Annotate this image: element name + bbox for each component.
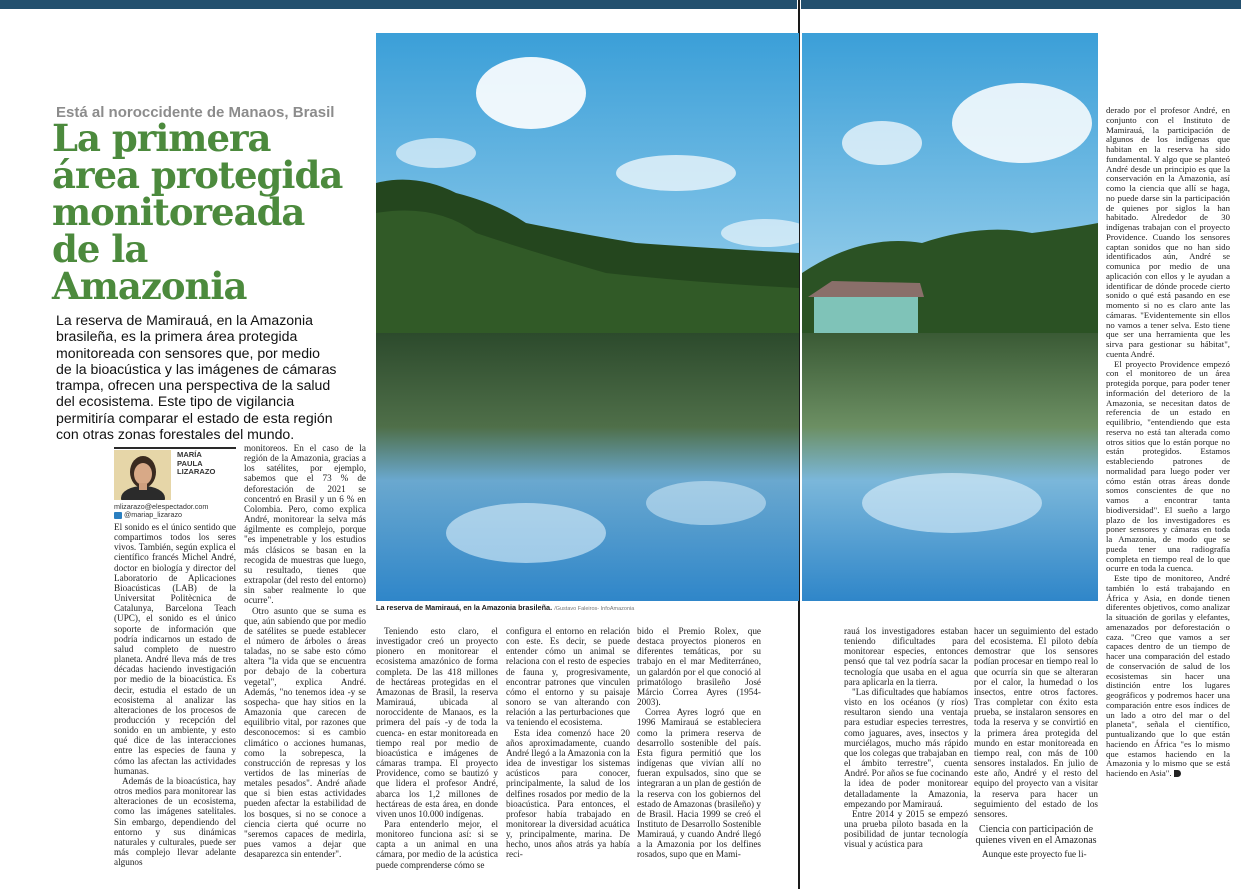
body-column-1 <box>114 522 236 867</box>
paragraph: rauá los investigadores estaban teniendo dificultades para monitorear especies, entonces pensó que tal vez podría sacar la tecnología que usaba en el agua para aplicarla en la tierra. <box>844 626 968 687</box>
headline-line: área protegida <box>52 153 343 197</box>
paragraph: Otro asunto que se suma es que, aún sabiendo que por medio de satélites se puede establecer el número de árboles o áreas taladas, no se sabe esto cómo altera "la vida que se encuentra por debajo de la cobertura vegetal", explica André. Además, "no tenemos idea -y se sospecha- que hay sitios en la Amazonia que carecen de equilibrio vital, por razones que desconocemos: si es cambio climático o acciones humanas, como la sobrepesca, la construcción de represas y los vertidos de las minerías de metales pesados". André añade que si bien estas actividades pueden afectar la estabilidad de los bosques, si no se conoce a ciencia cierta qué ocurre no "seremos capaces de medirla, pues vamos a dejar que desaparezca sin entender". <box>244 605 366 860</box>
caption-text: La reserva de Mamirauá, en la Amazonia brasileña. <box>376 603 553 612</box>
author-name-line: PAULA <box>177 458 203 468</box>
paragraph: "Las dificultades que habíamos visto en los océanos (y ríos) resultaron siendo una ventaja para estudiar especies terrestres, como jaguares, aves, insectos y murciélagos, mucho más rápido que los colegas que trabajaban en el ámbito terrestre", cuenta André. Por años se fue cocinando la idea de poder monitorear detalladamente la Amazonia, empezando por Mamirauá. <box>844 686 968 809</box>
body-column-4 <box>506 626 630 860</box>
headline-line: La primera <box>52 116 271 160</box>
kicker: Está al noroccidente de Manaos, Brasil <box>56 104 335 121</box>
author-photo <box>114 450 171 500</box>
body-column-3 <box>376 626 498 870</box>
paragraph: monitoreos. En el caso de la región de la Amazonia, gracias a los satélites, por ejemplo, sabemos que el 73 % de deforestación de 2021 se concentró en Brasil y un 6 % en Colombia. Pero, como explica André, monitorear la selva más ágilmente es complejo, porque "es impenetrable y los estudios más clásicos se basan en la recogida de muestras que luego, su resultado, tienes que extrapolar (del resto del entorno) sin saber realmente lo que ocurre". <box>244 443 366 606</box>
top-rule-right <box>801 0 1241 9</box>
main-photo-left <box>376 33 799 601</box>
author-name <box>177 451 237 477</box>
body-column-6 <box>844 626 968 849</box>
paragraph: derado por el profesor André, en conjunto con el Instituto de Mamirauá, la participación de algunos de los indígenas que habitan en la reserva ha sido fundamental. Y algo que se planteó André desde un principio es que la conservación en la Amazonia, así como la ciencia que allí se haga, no puede darse sin la participación de quienes por siglos la han habitado. Alrededor de 30 indígenas trabajan con el proyecto Providence. Cuando los sensores captan sonidos que no han sido identificados aún, André se comunica por medio de una aplicación con ellos y le ayudan a identificar de dónde procede cierto sonido o qué está pasando en ese momento si no es claro ante las cámaras. "Evidentemente sin ellos no vamos a tener selva. Esto tiene que ser una herramienta que les sirva para gestionar su hábitat", cuenta André. <box>1106 105 1230 359</box>
paragraph: Además de la bioacústica, hay otros medios para monitorear las alteraciones de un ecosistema, como las imágenes satelitales. Sin embargo, dependiendo del entorno y sus dinámicas naturales y culturales, puede ser más complejo llevar adelante algunos <box>114 775 236 868</box>
photo-caption <box>376 603 634 612</box>
author-email[interactable]: mlizarazo@elespectador.com <box>114 502 209 511</box>
paragraph: El proyecto Providence empezó con el monitoreo de un área protegida porque, para poder tener información del deterioro de la Amazonia, se necesitan datos de referencia de un estado en equilibrio, "entendiendo que esta reserva no está tan alterada como otros sitios que lo están porque no están protegidos. Estamos estableciendo patrones de normalidad para luego poder ver cómo están otras áreas donde somos conscientes de que no vamos a encontrar tanta biodiversidad". El sueño a largo plazo de los investigadores es poner sensores y cámaras en toda la Amazonia, de modo que se pueda tener una radiografía completa en tiempo real de lo que ocurre en toda la cuenca. <box>1106 358 1230 574</box>
twitter-icon <box>114 512 122 519</box>
body-column-7 <box>974 626 1098 859</box>
body-column-8 <box>1106 106 1230 779</box>
paragraph: bido el Premio Rolex, que destaca proyectos pioneros en diferentes temáticas, por su trabajo en el mar Mediterráneo, un galardón por el que conoció al primatólogo brasileño José Márcio Correa Ayres (1954-2003). <box>637 626 761 708</box>
paragraph: Teniendo esto claro, el investigador creó un proyecto pionero en monitorear el ecosistema amazónico de forma completa. De las 418 millones de hectáreas protegidas en el Amazonas de Brasil, la reserva Mamirauá, ubicada al noroccidente de Manaos, es la primera del país -y de toda la cuenca- en estar monitoreada en tiempo real por medio de bioacústica e imágenes de cámaras trampa. El proyecto Providence, como se bautizó y que lidera el profesor André, abarca los 1,2 millones de hectáreas de esta área, en donde viven unos 10.000 indígenas. <box>376 626 498 819</box>
byline-rule <box>114 447 236 449</box>
author-name-line: LIZARAZO <box>177 467 216 476</box>
top-rule-left <box>0 0 797 9</box>
headline <box>52 116 352 308</box>
author-handle[interactable]: @mariap_lizarazo <box>124 510 183 520</box>
paragraph: El sonido es el único sentido que compartimos todos los seres vivos. También, según explica el científico francés Michel André, doctor en biología y director del Laboratorio de Aplicaciones Bioacústicas (LAB) de la Universitat Politècnica de Catalunya, Barcelona Teach (UPC), el sonido es el único soporte de información que podría indicarnos un estado de salud completo de nuestro planeta. André lleva más de tres décadas haciendo investigación por medio de la bioacústica. Es decir, estudia el estado de un ecosistema al analizar las alteraciones de los procesos de producción y recepción del sonido en un ambiente, y esto qué dice de las interacciones entre las especies de fauna y cómo las afectan las actividades humanas. <box>114 522 236 776</box>
paragraph: Correa Ayres logró que en 1996 Mamirauá se estableciera como la primera reserva de desarrollo sostenible del país. Esta figura permitió que los indígenas que vivían allí no fueran expulsados, sino que se integraran a un plan de gestión de la reserva con los gobiernos del estado de Amazonas (brasileño) y de Brasil. Hacia 1999 se creó el Instituto de Desarrollo Sostenible Mamirauá, y cuando André llegó a la Amazonia por los delfines rosados, supo que en Mami- <box>637 707 761 860</box>
body-column-5 <box>637 626 761 860</box>
paragraph: hacer un seguimiento del estado del ecosistema. El piloto debía demostrar que los sensores podían procesar en tiempo real lo que ocurría sin que se alteraran por el calor, la humedad o los insectos, entre otros factores. Tras completar con éxito esta prueba, se instalaron sensores en toda la reserva y se convirtió en la primera área protegida del mundo en estar monitoreada en tiempo real, con más de 100 sensores instalados. En julio de este año, André y el resto del equipo del proyecto van a visitar la reserva para hacer un seguimiento del estado de los sensores. <box>974 626 1098 819</box>
paragraph: Entre 2014 y 2015 se empezó una prueba piloto basada en la posibilidad de juntar tecnología visual y acústica para <box>844 808 968 850</box>
paragraph: Esta idea comenzó hace 20 años aproximadamente, cuando André llegó a la Amazonia con la idea de investigar los sistemas acústicos para conocer, principalmente, la salud de los delfines rosados por medio de la bioacústica. Para entonces, el profesor había trabajado en monitorear la diversidad acuática y, principalmente, marina. De hecho, unos años atrás ya había reci- <box>506 727 630 860</box>
subheading: Ciencia con participación de quienes viven en el Amazonas <box>975 823 1097 846</box>
main-photo-right <box>802 33 1098 601</box>
paragraph <box>1106 574 1230 779</box>
author-name-line: MARÍA <box>177 450 202 459</box>
end-mark-icon <box>1174 770 1181 777</box>
body-column-2 <box>244 443 366 859</box>
headline-line: monitoreada <box>52 190 305 234</box>
paragraph: Para entenderlo mejor, el monitoreo funciona así: si se capta a un animal en una cámara, por medio de la acústica puede comprenderse cómo se <box>376 818 498 870</box>
author-handle-row <box>114 511 208 519</box>
paragraph-text: Este tipo de monitoreo, André también lo está trabajando en África y Asia, en donde tienen diferentes objetivos, como analizar la situación de gorilas y elefantes, amenazados por deforestación o caza. "Creo que vamos a ser capaces dentro de un tiempo de hacer una comparación del estado de conservación de salud de los ecosistemas sin hacer una distinción entre los lugares geográficos y podremos hacer una comparación entre esos índices de un lado a otro del mar o del planeta", señala el científico, puntualizando que lo que están haciendo en África "es lo mismo que estamos haciendo en la Amazonia y lo mismo que se está haciendo en Asia". <box>1106 573 1230 778</box>
lead-paragraph: La reserva de Mamirauá, en la Amazonia brasileña, es la primera área protegida monitoreada con sensores que, por medio de la bioacústica y las imágenes de cámaras trampa, ofrecen una perspectiva de la salud del ecosistema. Este tipo de vigilancia permitiría comparar el estado de esta región con otras zonas forestales del mundo. <box>56 312 337 443</box>
author-contact <box>114 503 208 520</box>
headline-line: de la Amazonia <box>52 227 247 308</box>
photo-credit: /Gustavo Faleiros- InfoAmazonia <box>554 606 635 612</box>
paragraph: configura el entorno en relación con este. Es decir, se puede entender cómo un animal se relaciona con el resto de especies de fauna y, progresivamente, encontrar patrones que vinculen cómo el entorno y su paisaje sonoro se van alterando con relación a las perturbaciones que va teniendo el ecosistema. <box>506 626 630 728</box>
paragraph: Aunque este proyecto fue li- <box>982 848 1087 859</box>
